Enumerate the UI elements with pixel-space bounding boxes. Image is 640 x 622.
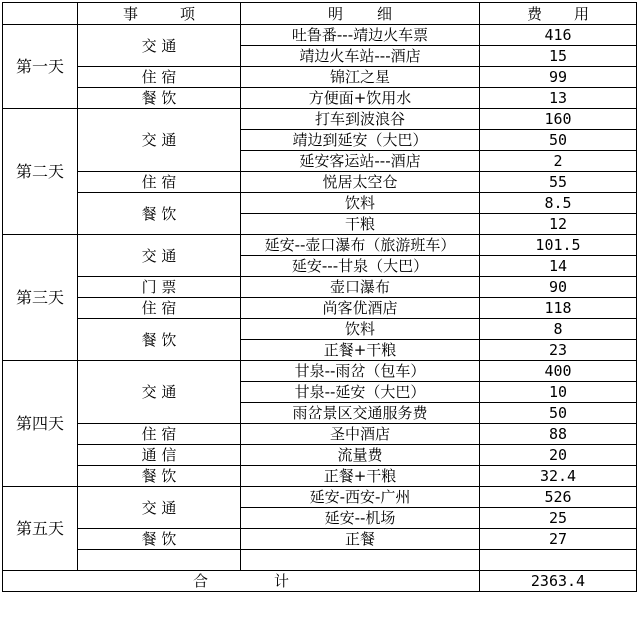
header-detail (241, 3, 480, 25)
header-item (78, 3, 241, 25)
table-row (3, 466, 637, 487)
cost-cell: 27 (480, 529, 637, 550)
cost-cell (480, 550, 637, 571)
table-row (3, 487, 637, 508)
header-item-char-1: 事 (122, 4, 138, 23)
category-cell: 餐 饮 (78, 529, 241, 550)
cost-cell: 118 (480, 298, 637, 319)
cost-cell: 15 (480, 46, 637, 67)
cost-cell: 12 (480, 214, 637, 235)
detail-cell: 靖边火车站---酒店 (241, 46, 480, 67)
detail-cell: 干粮 (241, 214, 480, 235)
detail-cell: 正餐+干粮 (241, 466, 480, 487)
table-row (3, 25, 637, 46)
cost-cell: 50 (480, 403, 637, 424)
header-detail-char-1: 明 (327, 4, 343, 23)
header-row (3, 3, 637, 25)
cost-cell: 8 (480, 319, 637, 340)
total-row (3, 571, 637, 592)
cost-cell: 8.5 (480, 193, 637, 214)
table-row (3, 67, 637, 88)
table-row (3, 277, 637, 298)
table-row (3, 298, 637, 319)
table-row (3, 550, 637, 571)
category-cell: 交 通 (78, 25, 241, 67)
detail-cell: 打车到波浪谷 (241, 109, 480, 130)
table-row (3, 445, 637, 466)
cost-cell: 88 (480, 424, 637, 445)
category-cell: 住 宿 (78, 298, 241, 319)
detail-cell: 延安---甘泉（大巴） (241, 256, 480, 277)
table-row (3, 172, 637, 193)
table-row (3, 235, 637, 256)
detail-cell (241, 550, 480, 571)
day-label: 第一天 (3, 25, 78, 109)
category-cell: 餐 饮 (78, 319, 241, 361)
cost-cell: 400 (480, 361, 637, 382)
detail-cell: 正餐+干粮 (241, 340, 480, 361)
cost-cell: 416 (480, 25, 637, 46)
header-detail-char-2: 细 (377, 4, 393, 23)
cost-cell: 23 (480, 340, 637, 361)
cost-cell: 99 (480, 67, 637, 88)
day-label: 第四天 (3, 361, 78, 487)
total-label-char-1: 合 (192, 572, 208, 590)
category-cell: 交 通 (78, 235, 241, 277)
detail-cell: 延安-西安-广州 (241, 487, 480, 508)
detail-cell: 流量费 (241, 445, 480, 466)
detail-cell: 饮料 (241, 193, 480, 214)
total-label-char-2: 计 (274, 572, 290, 590)
cost-cell: 90 (480, 277, 637, 298)
cost-cell: 25 (480, 508, 637, 529)
category-cell: 交 通 (78, 487, 241, 529)
cost-cell: 160 (480, 109, 637, 130)
detail-cell: 圣中酒店 (241, 424, 480, 445)
cost-cell: 10 (480, 382, 637, 403)
detail-cell: 延安--壶口瀑布（旅游班车） (241, 235, 480, 256)
table-row (3, 424, 637, 445)
cost-cell: 50 (480, 130, 637, 151)
category-cell: 门 票 (78, 277, 241, 298)
detail-cell: 壶口瀑布 (241, 277, 480, 298)
table-row (3, 529, 637, 550)
category-cell: 住 宿 (78, 172, 241, 193)
detail-cell: 尚客优酒店 (241, 298, 480, 319)
total-label-cell (3, 571, 480, 592)
table-row (3, 193, 637, 214)
expense-table (2, 2, 637, 592)
detail-cell: 甘泉--雨岔（包车） (241, 361, 480, 382)
cost-cell: 2 (480, 151, 637, 172)
detail-cell: 延安--机场 (241, 508, 480, 529)
cost-cell: 55 (480, 172, 637, 193)
header-item-char-2: 项 (180, 4, 196, 23)
category-cell: 餐 饮 (78, 88, 241, 109)
category-cell: 交 通 (78, 109, 241, 172)
category-cell: 住 宿 (78, 67, 241, 88)
day-label: 第三天 (3, 235, 78, 361)
table-row (3, 319, 637, 340)
detail-cell: 正餐 (241, 529, 480, 550)
detail-cell: 吐鲁番---靖边火车票 (241, 25, 480, 46)
header-blank-cell (3, 3, 78, 25)
category-cell: 通 信 (78, 445, 241, 466)
header-cost-char-1: 费 (526, 4, 542, 23)
cost-cell: 13 (480, 88, 637, 109)
category-cell (78, 550, 241, 571)
detail-cell: 锦江之星 (241, 67, 480, 88)
cost-cell: 20 (480, 445, 637, 466)
header-cost-char-2: 用 (574, 4, 590, 23)
total-value: 2363.4 (480, 571, 637, 592)
cost-cell: 526 (480, 487, 637, 508)
detail-cell: 方便面+饮用水 (241, 88, 480, 109)
detail-cell: 饮料 (241, 319, 480, 340)
detail-cell: 雨岔景区交通服务费 (241, 403, 480, 424)
table-row (3, 361, 637, 382)
category-cell: 餐 饮 (78, 193, 241, 235)
table-row (3, 88, 637, 109)
detail-cell: 靖边到延安（大巴） (241, 130, 480, 151)
category-cell: 住 宿 (78, 424, 241, 445)
category-cell: 交 通 (78, 361, 241, 424)
cost-cell: 101.5 (480, 235, 637, 256)
detail-cell: 悦居太空仓 (241, 172, 480, 193)
header-cost (480, 3, 637, 25)
cost-cell: 14 (480, 256, 637, 277)
detail-cell: 延安客运站---酒店 (241, 151, 480, 172)
day-label: 第二天 (3, 109, 78, 235)
cost-cell: 32.4 (480, 466, 637, 487)
table-row (3, 109, 637, 130)
category-cell: 餐 饮 (78, 466, 241, 487)
detail-cell: 甘泉--延安（大巴） (241, 382, 480, 403)
day-label: 第五天 (3, 487, 78, 571)
